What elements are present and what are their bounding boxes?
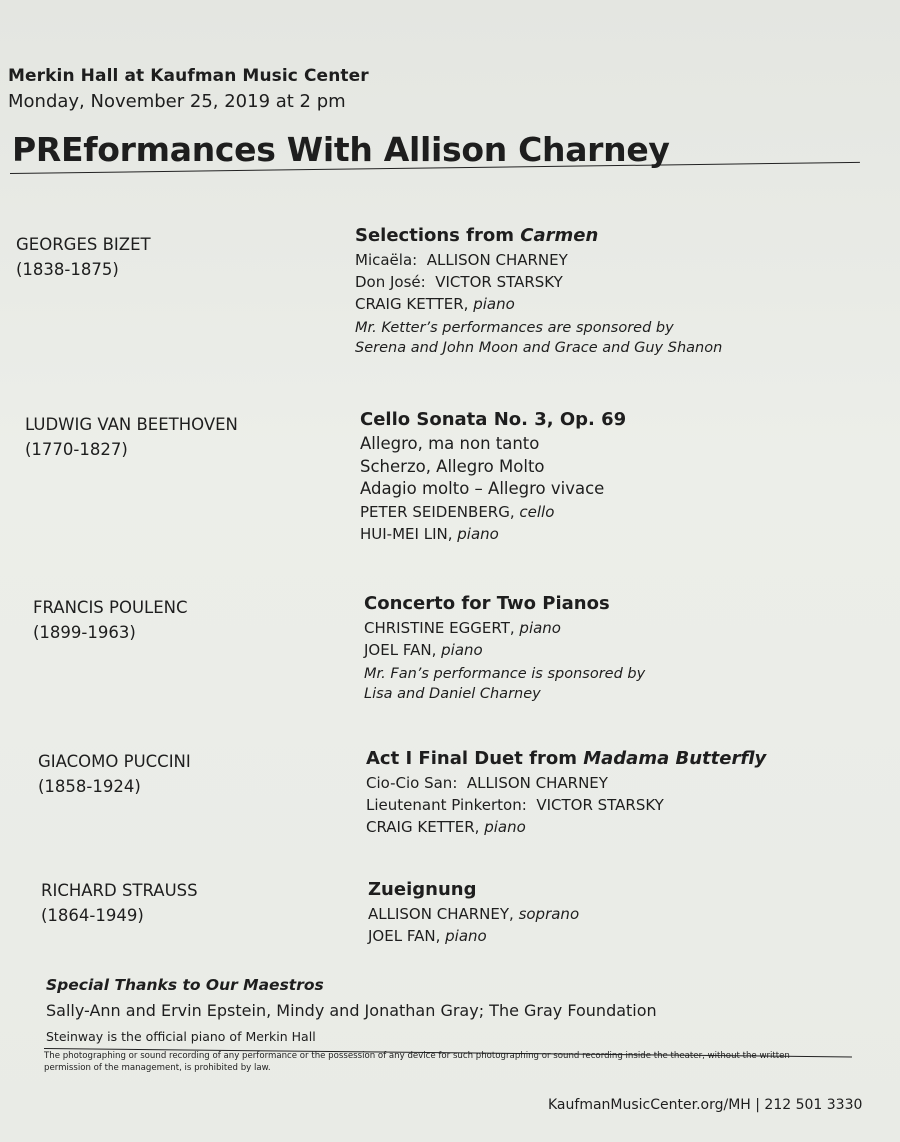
venue-name: Merkin Hall at Kaufman Music Center	[8, 66, 369, 86]
work-title-text: Act I Final Duet from	[366, 748, 584, 769]
composer-puccini	[38, 749, 191, 799]
composer-poulenc	[33, 595, 188, 645]
work-poulenc	[364, 591, 645, 704]
work-bizet	[355, 223, 722, 358]
role-line	[355, 249, 722, 271]
performer-line	[364, 617, 645, 639]
work-title	[355, 223, 722, 249]
composer-years: (1899-1963)	[33, 623, 136, 642]
thanks-body: Sally-Ann and Ervin Epstein, Mindy and Jonathan Gray; The Gray Foundation	[46, 1001, 657, 1020]
composer-years: (1838-1875)	[16, 260, 119, 279]
performer-line	[360, 523, 626, 545]
role-performer: ALLISON CHARNEY	[466, 774, 608, 792]
role-performer: VICTOR STARSKY	[536, 796, 664, 814]
sponsor-line: Mr. Ketter’s performances are sponsored by	[355, 320, 674, 336]
thanks-heading: Special Thanks to Our Maestros	[46, 976, 324, 994]
performer-name: PETER SEIDENBERG,	[360, 502, 515, 521]
concert-date: Monday, November 25, 2019 at 2 pm	[8, 91, 346, 112]
composer-name: RICHARD STRAUSS	[41, 881, 198, 900]
work-title-italic: Carmen	[520, 225, 599, 246]
performer-instrument: soprano	[518, 905, 580, 923]
performer-instrument: piano	[519, 619, 561, 637]
work-puccini	[366, 746, 766, 838]
legal-line: permission of the management, is prohibited by law.	[44, 1063, 271, 1073]
steinway-note: Steinway is the official piano of Merkin Hall	[46, 1029, 316, 1044]
composer-name: LUDWIG VAN BEETHOVEN	[25, 415, 238, 434]
legal-notice	[44, 1050, 856, 1074]
work-title: Concerto for Two Pianos	[364, 593, 610, 614]
composer-bizet	[16, 232, 151, 282]
performer-line	[368, 925, 579, 947]
performer-line	[368, 903, 579, 925]
performer-name: CRAIG KETTER,	[355, 295, 469, 313]
performer-instrument: piano	[484, 818, 526, 836]
performer-name: JOEL FAN,	[364, 641, 437, 659]
role-name: Don José:	[355, 273, 426, 291]
performer-instrument: cello	[519, 502, 555, 521]
role-name: Lieutenant Pinkerton:	[366, 796, 527, 814]
performer-name: JOEL FAN,	[368, 927, 441, 945]
role-line	[366, 794, 766, 816]
performer-name: HUI-MEI LIN,	[360, 524, 453, 543]
performer-instrument: piano	[445, 927, 487, 945]
sponsor-line: Serena and John Moon and Grace and Guy Shanon	[355, 340, 723, 356]
performer-line	[360, 501, 626, 523]
work-title-italic: Madama Butterfly	[583, 748, 767, 769]
composer-years: (1864-1949)	[41, 906, 144, 925]
performer-name: ALLISON CHARNEY,	[368, 905, 514, 923]
movement-line: Allegro, ma non tanto	[360, 434, 540, 453]
work-strauss	[368, 877, 579, 947]
performer-line	[364, 639, 645, 661]
composer-years: (1770-1827)	[25, 440, 128, 459]
work-title: Zueignung	[368, 879, 477, 900]
movement-line: Adagio molto – Allegro vivace	[360, 479, 605, 498]
work-title: Cello Sonata No. 3, Op. 69	[360, 409, 627, 430]
sponsor-line: Lisa and Daniel Charney	[364, 686, 541, 702]
performer-name: CRAIG KETTER,	[366, 818, 480, 836]
work-title	[366, 746, 766, 772]
performer-instrument: piano	[441, 641, 483, 659]
composer-name: FRANCIS POULENC	[33, 598, 188, 617]
movement-line: Scherzo, Allegro Molto	[360, 456, 545, 476]
sponsor-line: Mr. Fan’s performance is sponsored by	[364, 666, 646, 682]
role-line	[355, 271, 722, 293]
work-beethoven	[360, 407, 626, 545]
performer-instrument: piano	[473, 295, 515, 313]
work-title-text: Selections from	[355, 225, 521, 246]
performer-name: CHRISTINE EGGERT,	[364, 619, 515, 637]
role-performer: ALLISON CHARNEY	[426, 251, 568, 269]
footer-contact: KaufmanMusicCenter.org/MH | 212 501 3330	[548, 1097, 863, 1113]
role-name: Micaëla:	[355, 251, 418, 269]
performer-line	[366, 816, 766, 838]
composer-years: (1858-1924)	[38, 777, 141, 796]
composer-name: GIACOMO PUCCINI	[38, 752, 191, 771]
performer-line	[355, 293, 722, 315]
composer-beethoven	[25, 412, 238, 462]
role-line	[366, 772, 766, 794]
legal-line: The photographing or sound recording of any performance or the possession of any device for such photographing or sound recording inside the theater, without the written	[44, 1051, 790, 1061]
role-performer: VICTOR STARSKY	[435, 273, 563, 291]
composer-strauss	[41, 878, 198, 928]
role-name: Cio-Cio San:	[366, 774, 458, 792]
performer-instrument: piano	[457, 524, 499, 543]
composer-name: GEORGES BIZET	[16, 235, 151, 254]
program-title: PREformances With Allison Charney	[12, 130, 670, 169]
